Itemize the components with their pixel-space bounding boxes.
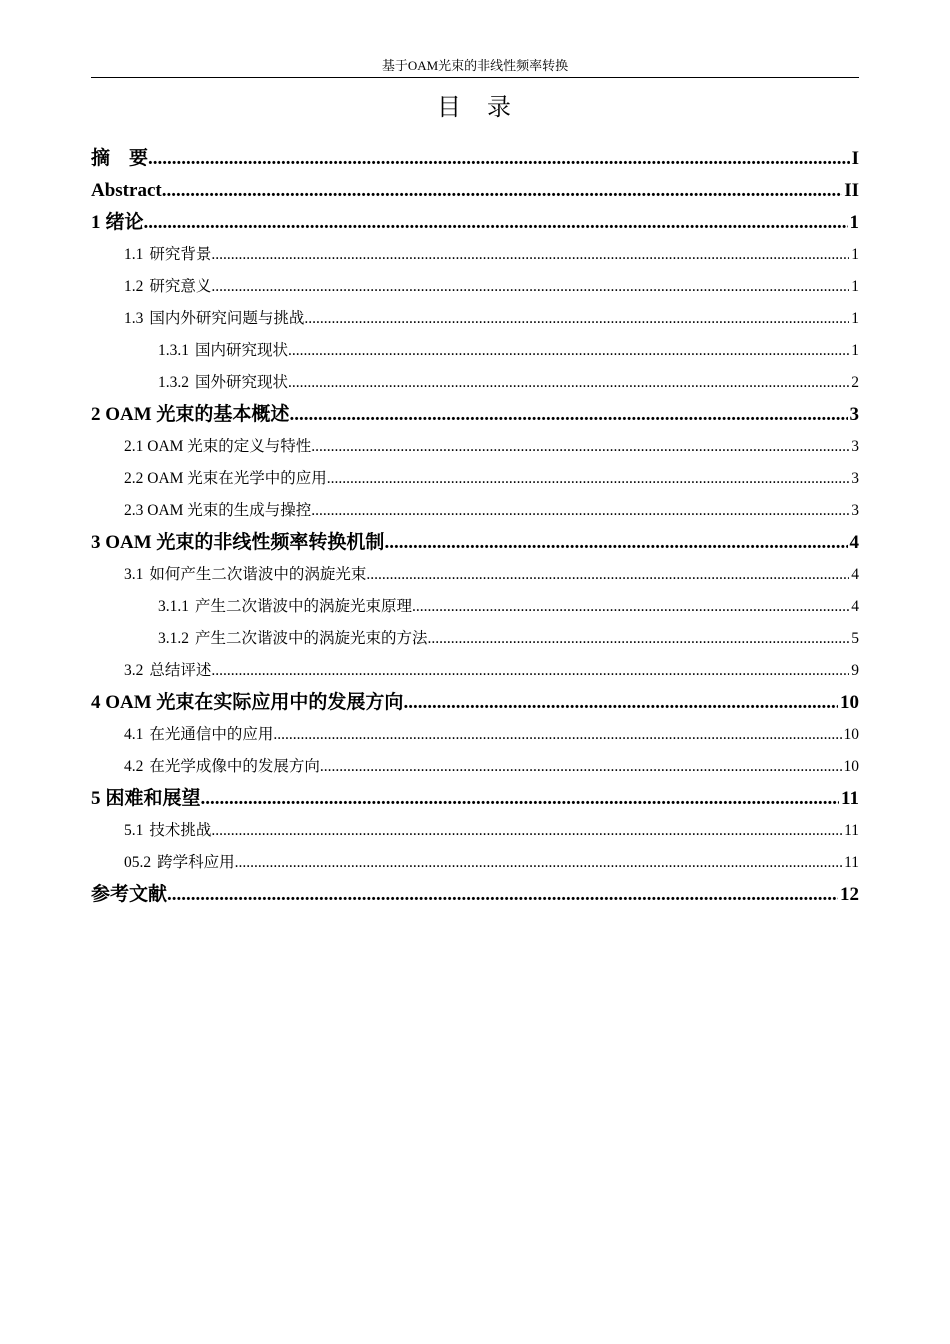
toc-entry-page-number: 1 xyxy=(851,278,859,295)
dot-leader xyxy=(288,367,849,399)
toc-entry-page-number: 9 xyxy=(851,662,859,679)
toc-entry-number: 1 xyxy=(91,212,101,233)
dot-leader xyxy=(235,847,842,879)
toc-entry-page-number: 10 xyxy=(843,758,859,775)
toc-entry-page-number: 2 xyxy=(851,374,859,391)
toc-entry-number: 3.2 xyxy=(124,662,144,679)
dot-leader xyxy=(211,271,849,303)
toc-entry-number: 3.1.1 xyxy=(158,598,189,615)
toc-entry-page-number: II xyxy=(844,180,859,201)
dot-leader xyxy=(289,399,847,431)
toc-entry-title: 在光通信中的应用 xyxy=(149,726,274,743)
dot-leader xyxy=(273,719,841,751)
toc-entry-title: 研究背景 xyxy=(149,246,212,263)
running-header: 基于OAM光束的非线性频率转换 xyxy=(381,58,569,73)
toc-entry[interactable] xyxy=(91,847,859,879)
toc-entry[interactable] xyxy=(91,751,859,783)
toc-entry-number: 1.2 xyxy=(124,278,144,295)
dot-leader xyxy=(304,303,849,335)
dot-leader xyxy=(288,335,849,367)
toc-entry[interactable] xyxy=(91,655,859,687)
toc-entry[interactable] xyxy=(91,719,859,751)
toc-entry-title: 困难和展望 xyxy=(105,788,201,809)
dot-leader xyxy=(162,175,843,207)
dot-leader xyxy=(428,623,850,655)
toc-entry[interactable] xyxy=(91,623,859,655)
toc-entry-page-number: 11 xyxy=(841,788,859,809)
toc-entry-title: 技术挑战 xyxy=(149,822,212,839)
toc-title-part-1: 目 xyxy=(437,93,463,121)
toc-entry-title: 研究意义 xyxy=(149,278,212,295)
toc-entry-title: Abstract xyxy=(91,180,162,201)
toc-entry[interactable] xyxy=(91,559,859,591)
dot-leader xyxy=(167,879,838,911)
dot-leader xyxy=(211,815,842,847)
toc-entry-page-number: 1 xyxy=(851,310,859,327)
dot-leader xyxy=(311,431,849,463)
toc-entry-title: 产生二次谐波中的涡旋光束原理 xyxy=(195,598,413,615)
toc-entry[interactable] xyxy=(91,527,859,559)
toc-entry[interactable] xyxy=(91,879,859,911)
toc-entry[interactable] xyxy=(91,175,859,207)
dot-leader xyxy=(366,559,849,591)
toc-entry[interactable] xyxy=(91,495,859,527)
dot-leader xyxy=(311,495,849,527)
toc-entry-number: 5.1 xyxy=(124,822,144,839)
toc-entry-page-number: 1 xyxy=(851,246,859,263)
toc-entry-page-number: 3 xyxy=(851,502,859,519)
dot-leader xyxy=(403,687,838,719)
toc-entry-number: 05.2 xyxy=(124,854,152,871)
toc-entry[interactable] xyxy=(91,431,859,463)
toc-entry-page-number: 1 xyxy=(849,212,859,233)
toc-entry-page-number: 4 xyxy=(851,598,859,615)
toc-entry-page-number: 10 xyxy=(840,692,859,713)
toc-title xyxy=(0,92,950,122)
toc-entry-number: 5 xyxy=(91,788,101,809)
toc-entry[interactable] xyxy=(91,335,859,367)
dot-leader xyxy=(144,207,848,239)
toc-title-part-2: 录 xyxy=(487,93,513,121)
toc-entry[interactable] xyxy=(91,591,859,623)
toc-entry-title: 2.1 OAM 光束的定义与特性 xyxy=(124,438,312,455)
toc-entry-title: 跨学科应用 xyxy=(157,854,235,871)
dot-leader xyxy=(320,751,842,783)
toc-entry-page-number: 4 xyxy=(851,566,859,583)
toc-entry-page-number: 10 xyxy=(843,726,859,743)
toc-entry-number: 3.1.2 xyxy=(158,630,189,647)
toc-entry-number: 1.3.2 xyxy=(158,374,189,391)
toc-entry[interactable] xyxy=(91,143,859,175)
dot-leader xyxy=(327,463,849,495)
toc-entry-title: 国内外研究问题与挑战 xyxy=(149,310,305,327)
toc-entry-page-number: 12 xyxy=(840,884,859,905)
dot-leader xyxy=(201,783,840,815)
toc-entry-number: 1.3 xyxy=(124,310,144,327)
toc-entry-number: 4.1 xyxy=(124,726,144,743)
toc-entry-title: 产生二次谐波中的涡旋光束的方法 xyxy=(195,630,428,647)
toc-entry-title: 2.3 OAM 光束的生成与操控 xyxy=(124,502,312,519)
toc-entry-title: 3 OAM 光束的非线性频率转换机制 xyxy=(91,532,385,553)
toc-entry-number: 3.1 xyxy=(124,566,144,583)
toc-entry-title: 绪论 xyxy=(105,212,144,233)
dot-leader xyxy=(211,239,849,271)
toc-entry[interactable] xyxy=(91,239,859,271)
header-divider xyxy=(91,77,859,78)
toc-entry-page-number: I xyxy=(851,148,859,169)
toc-entry[interactable] xyxy=(91,367,859,399)
dot-leader xyxy=(148,143,850,175)
toc-entry[interactable] xyxy=(91,303,859,335)
toc-entry-page-number: 11 xyxy=(844,854,859,871)
toc-entry-page-number: 3 xyxy=(851,438,859,455)
toc-entry[interactable] xyxy=(91,815,859,847)
toc-entry-title: 2.2 OAM 光束在光学中的应用 xyxy=(124,470,327,487)
toc-entry-number: 4.2 xyxy=(124,758,144,775)
toc-entry-page-number: 1 xyxy=(851,342,859,359)
toc-entry-title: 参考文献 xyxy=(91,884,168,905)
toc-entry-title: 总结评述 xyxy=(149,662,212,679)
dot-leader xyxy=(412,591,849,623)
toc-entry[interactable] xyxy=(91,783,859,815)
toc-entry-page-number: 3 xyxy=(849,404,859,425)
toc-entry[interactable] xyxy=(91,271,859,303)
toc-entry-page-number: 4 xyxy=(849,532,859,553)
toc-entry-page-number: 11 xyxy=(844,822,859,839)
toc-entry-title: 国外研究现状 xyxy=(195,374,289,391)
toc-entry-title: 如何产生二次谐波中的涡旋光束 xyxy=(149,566,367,583)
toc-entry[interactable] xyxy=(91,687,859,719)
dot-leader xyxy=(211,655,849,687)
toc-entry-title: 在光学成像中的发展方向 xyxy=(149,758,320,775)
toc-entry[interactable] xyxy=(91,463,859,495)
toc-entry-title: 2 OAM 光束的基本概述 xyxy=(91,404,290,425)
toc-entry-title: 4 OAM 光束在实际应用中的发展方向 xyxy=(91,692,404,713)
table-of-contents xyxy=(91,143,859,911)
toc-entry-page-number: 5 xyxy=(851,630,859,647)
toc-entry[interactable] xyxy=(91,399,859,431)
dot-leader xyxy=(384,527,847,559)
toc-entry-number: 1.1 xyxy=(124,246,144,263)
toc-entry-title: 国内研究现状 xyxy=(195,342,289,359)
toc-entry-number: 1.3.1 xyxy=(158,342,189,359)
toc-entry[interactable] xyxy=(91,207,859,239)
toc-entry-page-number: 3 xyxy=(851,470,859,487)
toc-entry-title: 摘 要 xyxy=(91,148,149,169)
